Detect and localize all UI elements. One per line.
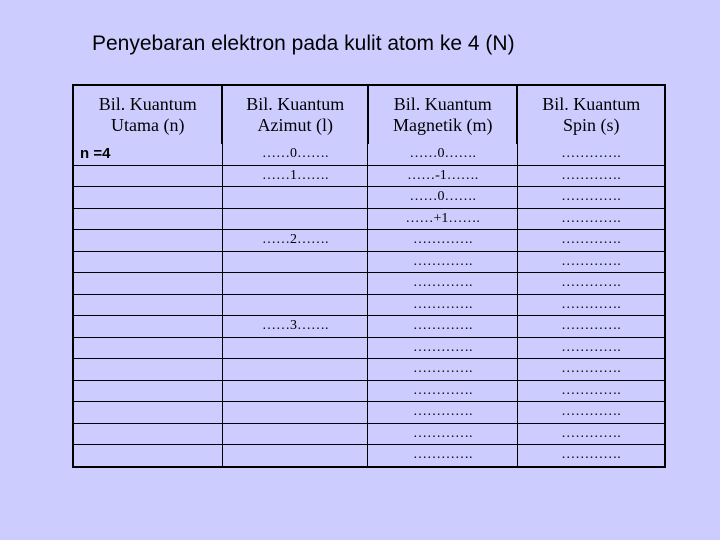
principal-cell <box>73 359 222 381</box>
spin-cell: …………. <box>517 359 665 381</box>
azimuthal-cell: ……3……. <box>222 316 368 338</box>
principal-cell <box>73 337 222 359</box>
header-azimuthal: Bil. Kuantum Azimut (l) <box>222 85 368 144</box>
spin-cell: …………. <box>517 445 665 467</box>
spin-cell: …………. <box>517 294 665 316</box>
magnetic-cell: …………. <box>368 359 518 381</box>
table-row <box>73 187 665 209</box>
table-row <box>73 402 665 424</box>
azimuthal-cell <box>222 423 368 445</box>
azimuthal-cell <box>222 402 368 424</box>
principal-cell <box>73 316 222 338</box>
spin-cell: …………. <box>517 423 665 445</box>
azimuthal-cell <box>222 337 368 359</box>
table-row <box>73 273 665 295</box>
azimuthal-cell <box>222 380 368 402</box>
azimuthal-cell <box>222 359 368 381</box>
azimuthal-cell: ……2……. <box>222 230 368 252</box>
table-row <box>73 165 665 187</box>
azimuthal-cell <box>222 445 368 467</box>
azimuthal-cell <box>222 294 368 316</box>
table-row <box>73 445 665 467</box>
table-row <box>73 294 665 316</box>
spin-cell: …………. <box>517 273 665 295</box>
principal-cell <box>73 230 222 252</box>
magnetic-cell: …………. <box>368 445 518 467</box>
magnetic-cell: …………. <box>368 316 518 338</box>
principal-cell <box>73 294 222 316</box>
magnetic-cell: ……+1……. <box>368 208 518 230</box>
page-title: Penyebaran elektron pada kulit atom ke 4 (N) <box>92 32 515 55</box>
table-row <box>73 316 665 338</box>
table-row <box>73 251 665 273</box>
table-row <box>73 337 665 359</box>
header-spin: Bil. Kuantum Spin (s) <box>542 94 641 135</box>
principal-cell <box>73 187 222 209</box>
spin-cell: …………. <box>517 402 665 424</box>
azimuthal-cell <box>222 187 368 209</box>
azimuthal-cell <box>222 208 368 230</box>
table-row <box>73 144 665 165</box>
spin-cell: …………. <box>517 230 665 252</box>
spin-cell: …………. <box>517 208 665 230</box>
azimuthal-cell <box>222 273 368 295</box>
header-principal: Bil. Kuantum Utama (n) <box>73 85 222 144</box>
header-magnetic: Bil. Kuantum Magnetik (m) <box>368 85 518 144</box>
magnetic-cell: …………. <box>368 423 518 445</box>
magnetic-cell: ……0……. <box>368 144 518 165</box>
spin-cell: …………. <box>517 337 665 359</box>
table-row <box>73 423 665 445</box>
quantum-number-table <box>72 84 666 468</box>
magnetic-cell: …………. <box>368 294 518 316</box>
header-row <box>73 85 665 144</box>
magnetic-cell: ……0……. <box>368 187 518 209</box>
principal-cell <box>73 165 222 187</box>
table-row <box>73 380 665 402</box>
spin-cell: …………. <box>517 165 665 187</box>
table-row <box>73 359 665 381</box>
principal-cell <box>73 251 222 273</box>
principal-cell: n =4 <box>73 144 222 165</box>
spin-cell: …………. <box>517 380 665 402</box>
table-row <box>73 208 665 230</box>
magnetic-cell: …………. <box>368 251 518 273</box>
principal-cell <box>73 423 222 445</box>
magnetic-cell: …………. <box>368 380 518 402</box>
spin-cell: …………. <box>561 146 621 162</box>
magnetic-cell: ……-1……. <box>368 165 518 187</box>
spin-cell: …………. <box>517 251 665 273</box>
spin-cell: …………. <box>517 187 665 209</box>
azimuthal-cell <box>222 251 368 273</box>
magnetic-cell: …………. <box>368 273 518 295</box>
principal-cell <box>73 273 222 295</box>
azimuthal-cell: ……1……. <box>222 165 368 187</box>
magnetic-cell: …………. <box>368 402 518 424</box>
magnetic-cell: …………. <box>368 337 518 359</box>
table-row <box>73 230 665 252</box>
magnetic-cell: …………. <box>368 230 518 252</box>
principal-cell <box>73 380 222 402</box>
spin-cell: …………. <box>517 316 665 338</box>
azimuthal-cell: ……0……. <box>222 144 368 165</box>
principal-cell <box>73 208 222 230</box>
principal-cell <box>73 445 222 467</box>
principal-cell <box>73 402 222 424</box>
